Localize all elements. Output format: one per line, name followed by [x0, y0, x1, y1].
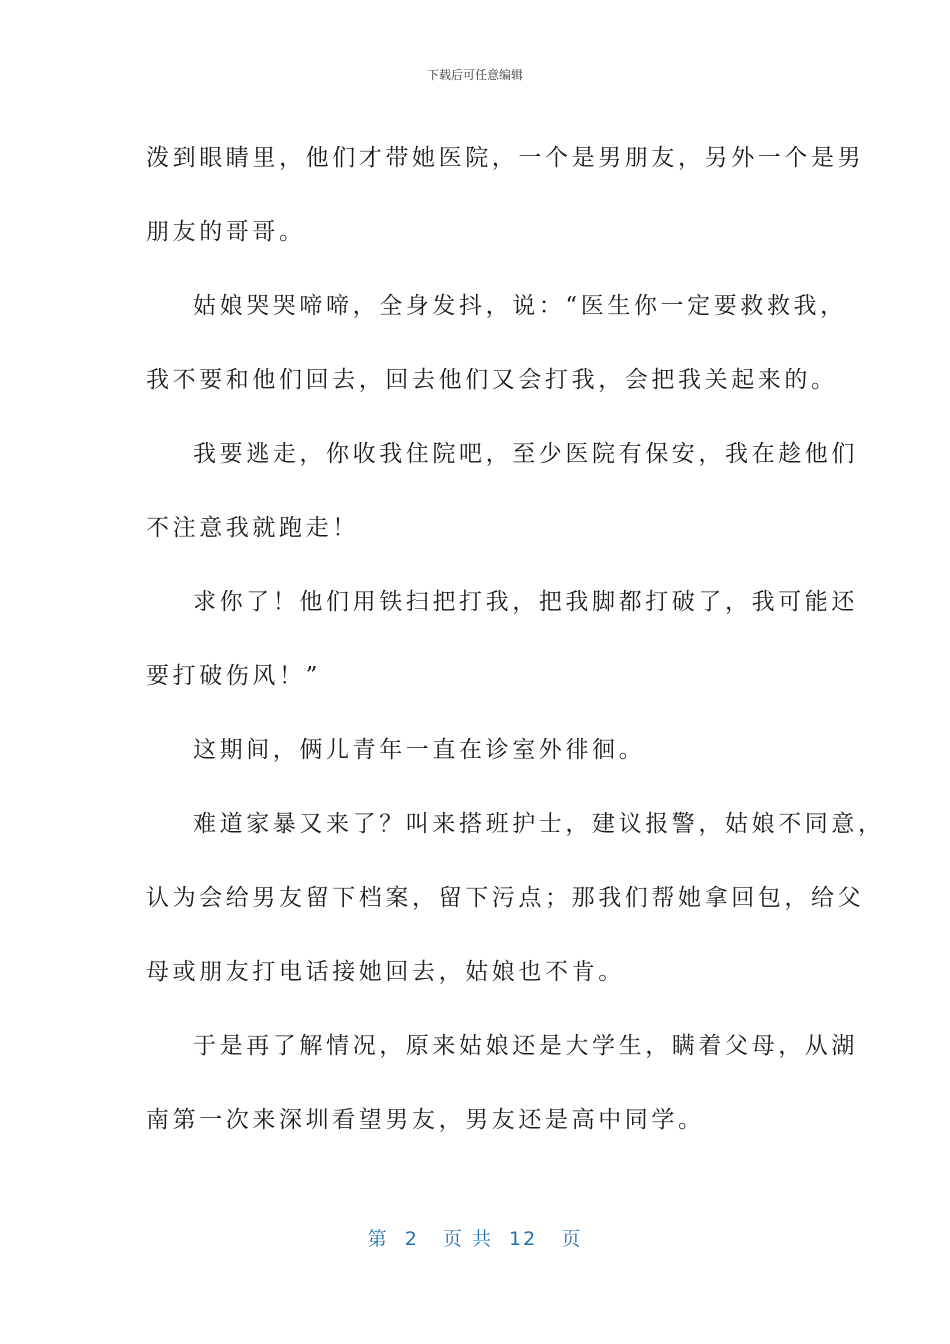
document-body	[146, 121, 885, 1157]
paragraph-line: 于是再了解情况，原来姑娘还是大学生，瞒着父母，从湖	[193, 1033, 858, 1059]
paragraph-line: 我不要和他们回去，回去他们又会打我，会把我关起来的。	[146, 367, 838, 393]
paragraph-line: 求你了！他们用铁扫把打我，把我脚都打破了，我可能还	[193, 589, 858, 615]
paragraph-line: 难道家暴又来了？叫来搭班护士，建议报警，姑娘不同意，	[193, 811, 885, 837]
paragraph-line: 泼到眼睛里，他们才带她医院，一个是男朋友，另外一个是男	[146, 145, 865, 171]
paragraph-line: 朋友的哥哥。	[146, 219, 306, 245]
page-number-footer: 第 2 页 共 12 页	[367, 1228, 583, 1250]
paragraph-line: 姑娘哭哭啼啼，全身发抖，说：“医生你一定要救救我，	[193, 293, 847, 319]
paragraph-line: 南第一次来深圳看望男友，男友还是高中同学。	[146, 1107, 705, 1133]
paragraph-line: 不注意我就跑走！	[146, 515, 359, 541]
paragraph-line: 母或朋友打电话接她回去，姑娘也不肯。	[146, 959, 625, 985]
paragraph-line: 要打破伤风！”	[146, 663, 321, 689]
paragraph-line: 这期间，俩儿青年一直在诊室外徘徊。	[193, 737, 646, 763]
paragraph-line: 认为会给男友留下档案，留下污点；那我们帮她拿回包，给父	[146, 885, 865, 911]
paragraph-line: 我要逃走，你收我住院吧，至少医院有保安，我在趁他们	[193, 441, 858, 467]
page-header-note: 下载后可任意编辑	[426, 68, 523, 82]
